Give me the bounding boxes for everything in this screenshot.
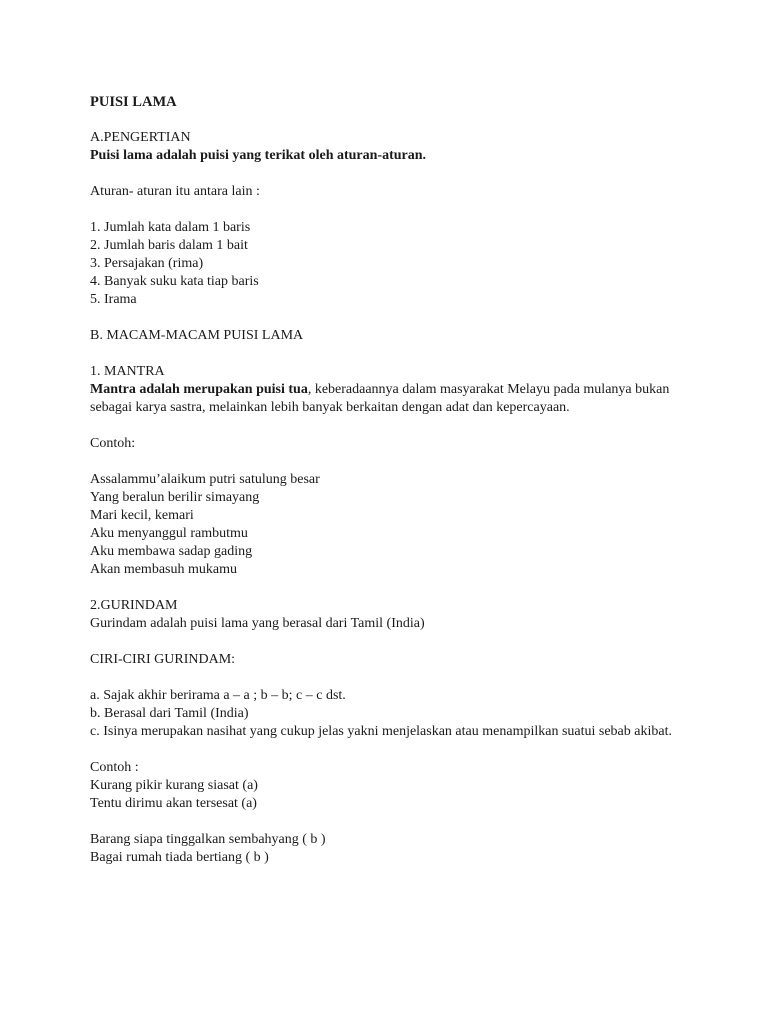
gurindam-definition: Gurindam adalah puisi lama yang berasal dari Tamil (India) <box>90 616 425 631</box>
document-page <box>90 93 690 867</box>
mantra-example-line: Akan membasuh mukamu <box>90 562 237 577</box>
spacer <box>90 669 690 687</box>
spacer <box>90 201 690 219</box>
mantra-example-line: Yang beralun berilir simayang <box>90 490 260 505</box>
mantra-example-line: Aku menyanggul rambutmu <box>90 526 248 541</box>
spacer <box>90 741 690 759</box>
section-a-heading: A.PENGERTIAN <box>90 130 191 145</box>
rule-item: 5. Irama <box>90 292 137 307</box>
rule-item: 3. Persajakan (rima) <box>90 256 204 271</box>
section-b-heading: B. MACAM-MACAM PUISI LAMA <box>90 328 304 343</box>
gurindam-example-line: Bagai rumah tiada bertiang ( b ) <box>90 850 269 865</box>
mantra-definition <box>90 381 690 417</box>
document-title: PUISI LAMA <box>90 94 177 110</box>
gurindam-example-line: Tentu dirimu akan tersesat (a) <box>90 796 257 811</box>
mantra-example-label: Contoh: <box>90 436 136 451</box>
gurindam-heading: 2.GURINDAM <box>90 598 178 613</box>
spacer <box>90 633 690 651</box>
spacer <box>90 453 690 471</box>
gurindam-trait: b. Berasal dari Tamil (India) <box>90 706 249 721</box>
rule-item: 4. Banyak suku kata tiap baris <box>90 274 259 289</box>
spacer <box>90 345 690 363</box>
rule-item: 1. Jumlah kata dalam 1 baris <box>90 220 251 235</box>
mantra-definition-bold: Mantra adalah merupakan puisi tua <box>90 382 308 397</box>
spacer <box>90 309 690 327</box>
gurindam-traits-heading: CIRI-CIRI GURINDAM: <box>90 652 236 667</box>
gurindam-example-line: Kurang pikir kurang siasat (a) <box>90 778 258 793</box>
gurindam-example-label: Contoh : <box>90 760 139 775</box>
rule-item: 2. Jumlah baris dalam 1 bait <box>90 238 248 253</box>
mantra-example-line: Assalammu’alaikum putri satulung besar <box>90 472 320 487</box>
spacer <box>90 579 690 597</box>
mantra-definition-rest: , keberadaannya dalam masyarakat Melayu pada mulanya bukan sebagai karya sastra, melainkan lebih banyak berkaitan dengan adat dan kepercayaan. <box>90 382 670 415</box>
gurindam-trait: a. Sajak akhir berirama a – a ; b – b; c – c dst. <box>90 688 346 703</box>
spacer <box>90 111 690 129</box>
mantra-heading: 1. MANTRA <box>90 364 165 379</box>
mantra-example-line: Mari kecil, kemari <box>90 508 194 523</box>
gurindam-example-line: Barang siapa tinggalkan sembahyang ( b ) <box>90 832 326 847</box>
spacer <box>90 165 690 183</box>
section-a-definition: Puisi lama adalah puisi yang terikat oleh aturan-aturan. <box>90 148 427 163</box>
mantra-example-line: Aku membawa sadap gading <box>90 544 253 559</box>
rules-intro: Aturan- aturan itu antara lain : <box>90 184 260 199</box>
gurindam-trait: c. Isinya merupakan nasihat yang cukup jelas yakni menjelaskan atau menampilkan suatui sebab akibat. <box>90 724 672 739</box>
spacer <box>90 813 690 831</box>
spacer <box>90 417 690 435</box>
